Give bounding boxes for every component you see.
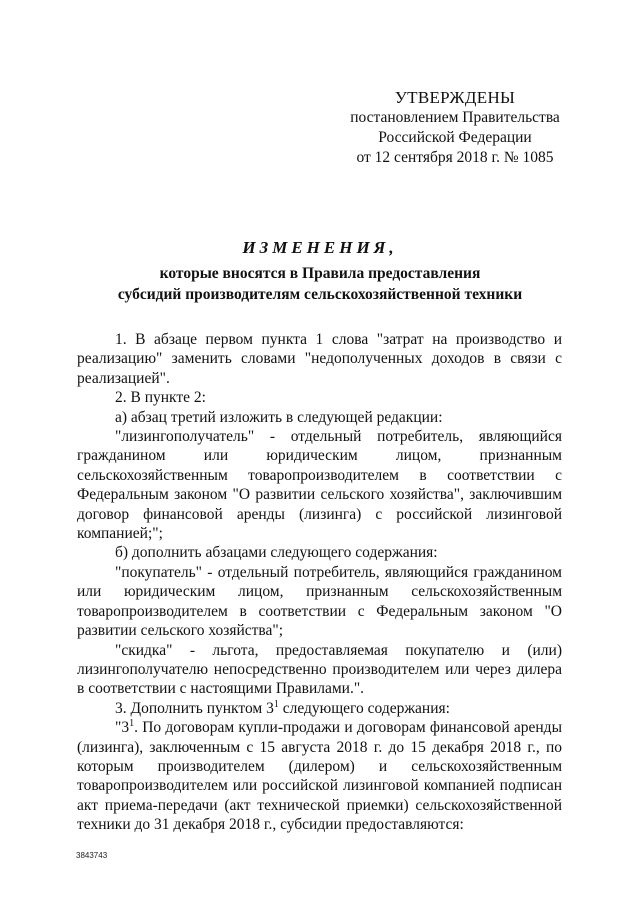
paragraph-3: а) абзац третий изложить в следующей редакции: (115, 408, 443, 426)
paragraph-8-text-b: следующего содержания: (278, 699, 450, 717)
paragraph-9-text-a: "3 (115, 719, 130, 737)
document-subtitle (60, 263, 580, 305)
document-title: ИЗМЕНЕНИЯ, (242, 238, 398, 257)
paragraph-9-text-b: . По договорам купли-продажи и договорам финансовой аренды (лизинга), заключенным с 15 августа 2018 г. до 15 декабря 2018 г., по которым производителем (дилером) и сельскохозяйственным товаропроизводителем или российской лизинговой компанией подписан акт приема-передачи (акт технической приемки) сельскохозяйственной техники до 31 декабря 2018 г., субсидии предоставляются: (77, 719, 562, 834)
paragraph-6: "покупатель" - отдельный потребитель, являющийся гражданином или юридическим лицом, признанным сельскохозяйственным товаропроизводителем в соответствии с Федеральным законом "О развитии сельского хозяйства"; (77, 563, 562, 640)
document-body (77, 330, 562, 835)
approval-line-1: постановлением Правительства (350, 109, 560, 126)
paragraph-4: "лизингополучатель" - отдельный потребитель, являющийся гражданином или юридическим лицом, признанным сельскохозяйственным товаропроизводителем в соответствии с Федеральным законом "О развитии сельского хозяйства", заключившим договор финансовой аренды (лизинга) с российской лизинговой компанией;"; (77, 428, 562, 543)
subtitle-line-1: которые вносятся в Правила предоставления (159, 265, 481, 282)
paragraph-8-superscript: 1 (273, 698, 279, 710)
paragraph-5: б) дополнить абзацами следующего содержания: (115, 544, 438, 562)
paragraph-7: "скидка" - льгота, предоставляемая покупателю и (или) лизингополучателю непосредственно производителем или через дилера в соответствии с настоящими Правилами.". (77, 641, 562, 698)
paragraph-1: 1. В абзаце первом пункта 1 слова "затрат на производство и реализацию" заменить словами "недополученных доходов в связи с реализацией". (77, 331, 562, 387)
approval-heading: УТВЕРЖДЕНЫ (394, 88, 516, 107)
subtitle-line-2: субсидий производителям сельскохозяйственной техники (117, 286, 523, 303)
paragraph-8 (77, 699, 562, 718)
paragraph-9-superscript: 1 (129, 717, 135, 729)
paragraph-9 (77, 718, 562, 834)
paragraph-2: 2. В пункте 2: (115, 389, 206, 407)
approval-line-2: Российской Федерации (378, 129, 532, 146)
approval-block (340, 88, 570, 168)
paragraph-8-text-a: 3. Дополнить пунктом 3 (115, 699, 274, 717)
document-code: 3843743 (76, 851, 108, 860)
approval-line-3: от 12 сентября 2018 г. № 1085 (356, 149, 554, 166)
